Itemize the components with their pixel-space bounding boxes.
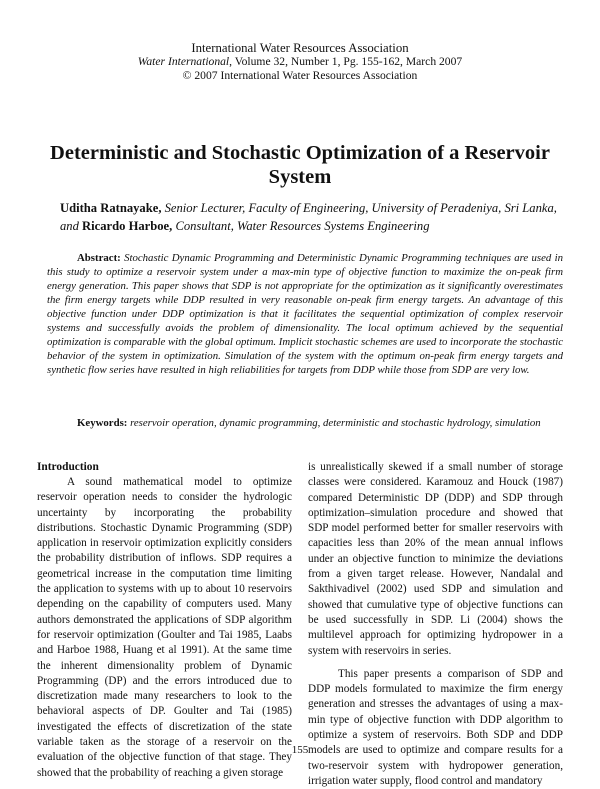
left-column: [37, 460, 292, 781]
journal-organization: International Water Resources Association: [191, 41, 409, 55]
author-1-affiliation: Senior Lecturer, Faculty of Engineering, University of Peradeniya, Sri Lanka, and: [60, 201, 557, 233]
keywords: [47, 417, 563, 430]
page-number: 155: [291, 744, 309, 756]
journal-header: [0, 41, 600, 83]
abstract-label: Abstract:: [77, 252, 121, 264]
paragraph: is unrealistically skewed if a small number of storage classes were considered. Karamouz and Houck (1987) compared Deterministic DP (DDP) and SDP through optimization–simulation procedure and showed that SDP model performed better for smaller reservoirs with capacities less than 20% of the mean annual inflows under an objective function to minimize the deviations from a given target release. However, Nandalal and Sakthivadivel (2002) used SDP and simulation and showed that cumulative type of objective functions can be used successfully in SDP. Li (2004) shows the multilevel approach for optimizing hydropower in a system with reservoirs in series.: [308, 461, 563, 657]
right-column: [308, 460, 563, 789]
paragraph: A sound mathematical model to optimize reservoir operation needs to consider the hydrologic uncertainty by incorporating the probability distributions. Stochastic Dynamic Programming (SDP) application in reservoir optimization explicitly considers the probability distribution of inflows. SDP requires a geometrical increase in the computation time limiting the application to systems with up to about 10 reservoirs depending on the capability of computers used. Many authors demonstrated the applications of SDP algorithm for reservoir optimization (Goulter and Tai 1985, Laabs and Harboe 1988, Huang et al 1991). At the same time the inherent dimensionality problem of Dynamic Programming (DP) and the errors introduced due to discretization made many researchers to look to the behavioral aspects of DP. Goulter and Tai (1985) investigated the effects of discretization of the state variable taken as the storage of a reservoir on the evaluation of the objective function of that stage. They showed that the probability of reaching a given storage: [37, 476, 292, 779]
abstract-text: Stochastic Dynamic Programming and Deterministic Dynamic Programming techniques are used in this study to optimize a reservoir system under a max-min type of objective function to maximize the on-peak firm energy generation. This paper shows that SDP is not appropriate for the optimization as it significantly overestimates the firm energy targets while DDP resulted in very reasonable on-peak firm energy targets. An advantage of this objective function under DDP optimization is that it facilitates the sequential optimization of complex reservoir systems and successfully avoids the problem of dimensionality. The local optimum achieved by the sequential optimization is comparable with the global optimum. Implicit stochastic schemes are used to incorporate the stochastic behavior of the system in optimization. Simulation of the system with the optimum on-peak firm energy targets and synthetic flow series have resulted in high reliabilities for targets from DDP while those from SDP are very low.: [47, 252, 563, 376]
journal-name: Water International: [137, 55, 230, 68]
keywords-text: reservoir operation, dynamic programming, deterministic and stochastic hydrology, simulation: [127, 417, 541, 429]
journal-citation: , Volume 32, Number 1, Pg. 155-162, March 2007: [229, 55, 463, 68]
journal-citation-line: [0, 55, 600, 69]
author-2-name: Ricardo Harboe,: [82, 219, 173, 233]
paragraph: This paper presents a comparison of SDP and DDP models formulated to maximize the firm energy generation and stresses the advantages of using a max-min type of objective function with DDP algorithm to optimize a system of reservoirs. Both SDP and DDP models are used to optimize and compare results for a two-reservoir system with hydropower generation, irrigation water supply, flood control and mandatory: [308, 667, 563, 787]
authors-block: [60, 199, 560, 235]
paper-title: Deterministic and Stochastic Optimization of a Reservoir System: [50, 142, 550, 188]
author-2-affiliation: Consultant, Water Resources Systems Engineering: [172, 219, 430, 233]
abstract: [47, 251, 563, 377]
author-1-name: Uditha Ratnayake,: [60, 201, 162, 215]
keywords-label: Keywords:: [77, 417, 128, 429]
journal-copyright: © 2007 International Water Resources Association: [182, 69, 418, 82]
section-heading-introduction: Introduction: [37, 461, 99, 473]
